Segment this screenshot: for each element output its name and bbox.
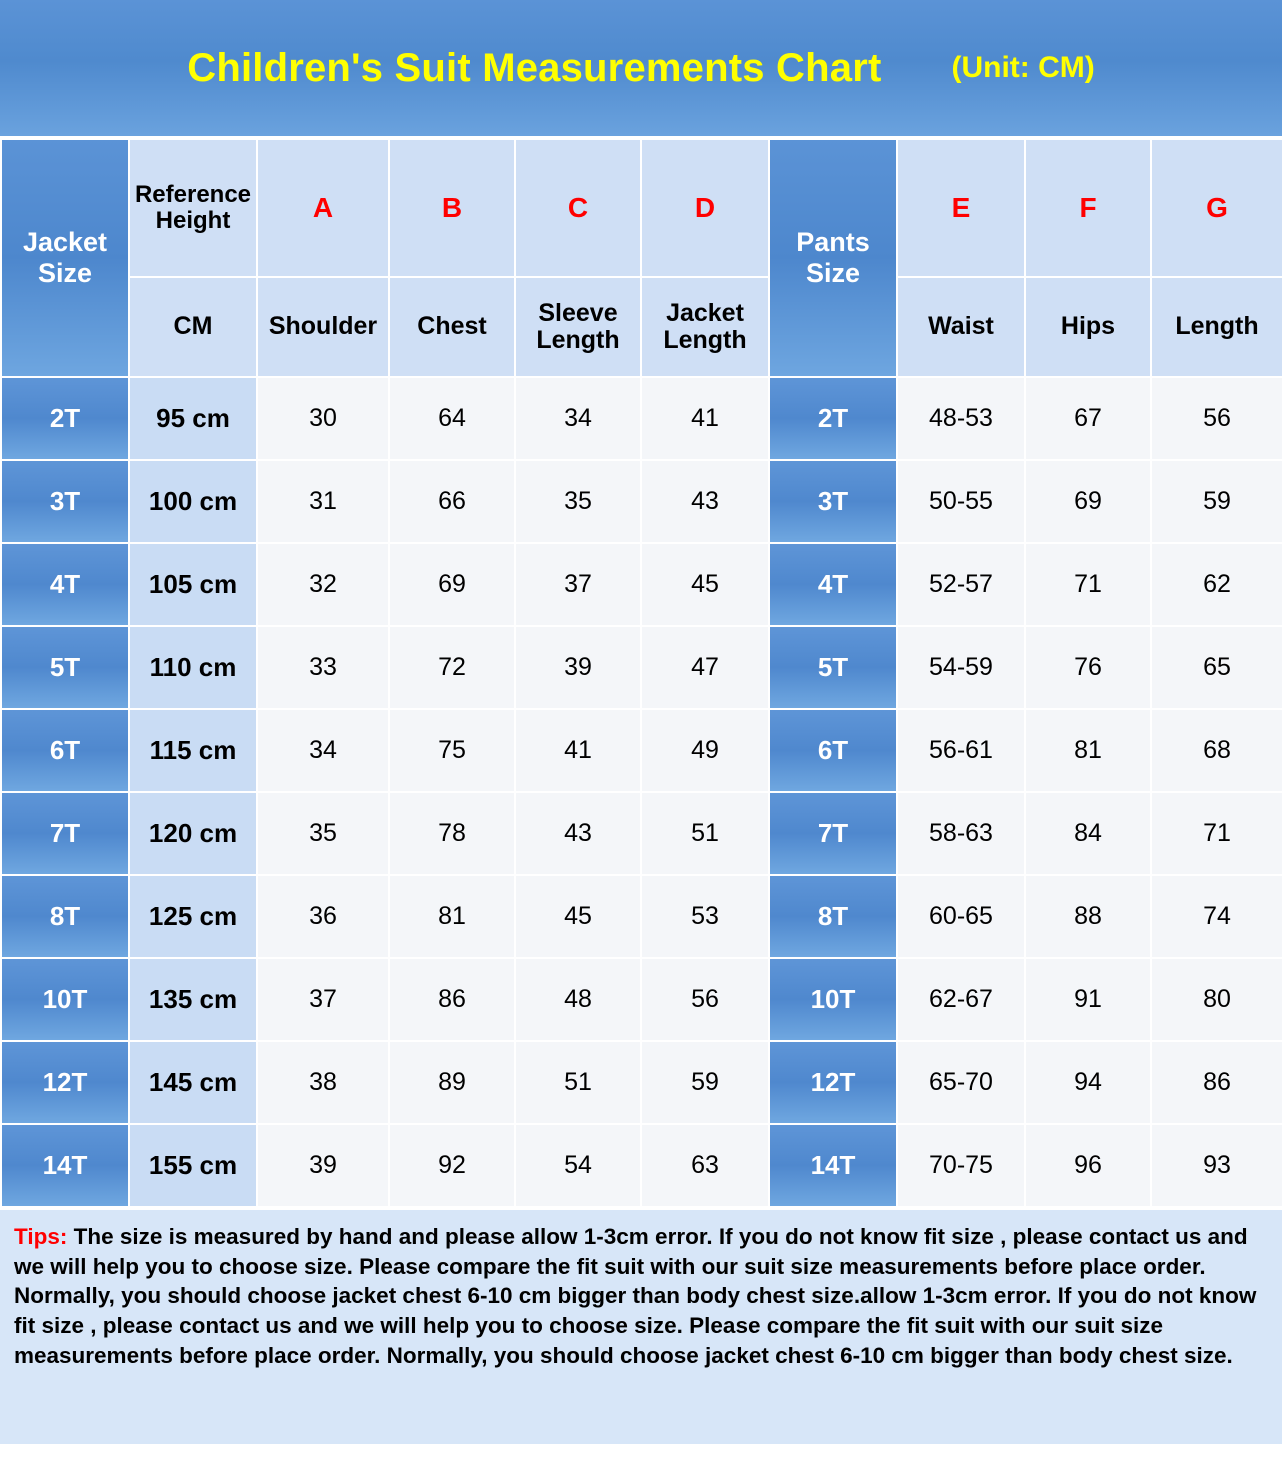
chart-title-band (0, 0, 1282, 138)
table-row (1, 543, 1282, 626)
cell-waist: 48-53 (897, 377, 1025, 460)
cell-jacket-length: 59 (641, 1041, 769, 1124)
cell-jacket-length: 51 (641, 792, 769, 875)
cell-chest: 81 (389, 875, 515, 958)
cell-jacket-size: 4T (1, 543, 129, 626)
cell-length: 71 (1151, 792, 1282, 875)
cell-hips: 81 (1025, 709, 1151, 792)
cell-jacket-size: 10T (1, 958, 129, 1041)
header-reference-height: Reference Height (129, 139, 257, 277)
header-letter-d: D (641, 139, 769, 277)
cell-jacket-length: 45 (641, 543, 769, 626)
unit-label: (Unit: CM) (951, 51, 1095, 84)
cell-hips: 67 (1025, 377, 1151, 460)
cell-length: 86 (1151, 1041, 1282, 1124)
cell-jacket-length: 56 (641, 958, 769, 1041)
table-row (1, 377, 1282, 460)
cell-chest: 72 (389, 626, 515, 709)
cell-chest: 86 (389, 958, 515, 1041)
table-body (1, 377, 1282, 1207)
cell-jacket-length: 43 (641, 460, 769, 543)
cell-reference-height: 120 cm (129, 792, 257, 875)
table-row (1, 460, 1282, 543)
cell-sleeve-length: 43 (515, 792, 641, 875)
cell-length: 65 (1151, 626, 1282, 709)
header-letter-a: A (257, 139, 389, 277)
cell-pants-size: 7T (769, 792, 897, 875)
cell-length: 80 (1151, 958, 1282, 1041)
cell-waist: 54-59 (897, 626, 1025, 709)
header-jacket-size: Jacket Size (1, 139, 129, 377)
cell-reference-height: 135 cm (129, 958, 257, 1041)
measurements-table (0, 138, 1282, 1208)
table-row (1, 709, 1282, 792)
cell-shoulder: 37 (257, 958, 389, 1041)
cell-reference-height: 155 cm (129, 1124, 257, 1207)
tips-section (0, 1208, 1282, 1444)
cell-chest: 78 (389, 792, 515, 875)
cell-pants-size: 10T (769, 958, 897, 1041)
cell-pants-size: 2T (769, 377, 897, 460)
cell-jacket-length: 63 (641, 1124, 769, 1207)
cell-pants-size: 6T (769, 709, 897, 792)
cell-jacket-size: 12T (1, 1041, 129, 1124)
header-shoulder: Shoulder (257, 277, 389, 377)
table-row (1, 1124, 1282, 1207)
cell-shoulder: 36 (257, 875, 389, 958)
header-sleeve-length: Sleeve Length (515, 277, 641, 377)
page-title: Children's Suit Measurements Chart (187, 45, 882, 90)
cell-length: 62 (1151, 543, 1282, 626)
cell-hips: 76 (1025, 626, 1151, 709)
cell-waist: 65-70 (897, 1041, 1025, 1124)
cell-hips: 94 (1025, 1041, 1151, 1124)
cell-waist: 60-65 (897, 875, 1025, 958)
cell-length: 59 (1151, 460, 1282, 543)
cell-chest: 92 (389, 1124, 515, 1207)
cell-chest: 66 (389, 460, 515, 543)
cell-reference-height: 95 cm (129, 377, 257, 460)
cell-reference-height: 105 cm (129, 543, 257, 626)
cell-shoulder: 34 (257, 709, 389, 792)
cell-pants-size: 12T (769, 1041, 897, 1124)
table-row (1, 875, 1282, 958)
header-letter-f: F (1025, 139, 1151, 277)
cell-waist: 50-55 (897, 460, 1025, 543)
cell-reference-height: 115 cm (129, 709, 257, 792)
cell-jacket-size: 2T (1, 377, 129, 460)
header-waist: Waist (897, 277, 1025, 377)
cell-sleeve-length: 35 (515, 460, 641, 543)
table-row (1, 1041, 1282, 1124)
cell-waist: 62-67 (897, 958, 1025, 1041)
cell-pants-size: 5T (769, 626, 897, 709)
cell-shoulder: 38 (257, 1041, 389, 1124)
header-pants-size: Pants Size (769, 139, 897, 377)
cell-sleeve-length: 39 (515, 626, 641, 709)
cell-jacket-length: 49 (641, 709, 769, 792)
cell-sleeve-length: 51 (515, 1041, 641, 1124)
header-length: Length (1151, 277, 1282, 377)
cell-pants-size: 14T (769, 1124, 897, 1207)
cell-hips: 91 (1025, 958, 1151, 1041)
cell-reference-height: 145 cm (129, 1041, 257, 1124)
cell-chest: 75 (389, 709, 515, 792)
cell-chest: 69 (389, 543, 515, 626)
header-chest: Chest (389, 277, 515, 377)
header-jacket-length: Jacket Length (641, 277, 769, 377)
header-letter-b: B (389, 139, 515, 277)
tips-label: Tips: (14, 1224, 68, 1249)
tips-text: The size is measured by hand and please allow 1-3cm error. If you do not know fit size , please contact us and we will help you to choose size. Please compare the fit suit with our suit size measurements before place order. Normally, you should choose jacket chest 6-10 cm bigger than body chest size.allow 1-3cm error. If you do not know fit size , please contact us and we will help you to choose size. Please compare the fit suit with our suit size measurements before place order. Normally, you should choose jacket chest 6-10 cm bigger than body chest size. (14, 1224, 1257, 1368)
cell-chest: 64 (389, 377, 515, 460)
cell-waist: 56-61 (897, 709, 1025, 792)
cell-reference-height: 125 cm (129, 875, 257, 958)
cell-jacket-length: 47 (641, 626, 769, 709)
cell-shoulder: 32 (257, 543, 389, 626)
cell-sleeve-length: 54 (515, 1124, 641, 1207)
cell-jacket-size: 8T (1, 875, 129, 958)
cell-reference-height: 110 cm (129, 626, 257, 709)
cell-pants-size: 8T (769, 875, 897, 958)
cell-sleeve-length: 48 (515, 958, 641, 1041)
cell-sleeve-length: 45 (515, 875, 641, 958)
cell-length: 74 (1151, 875, 1282, 958)
cell-length: 68 (1151, 709, 1282, 792)
cell-shoulder: 35 (257, 792, 389, 875)
cell-jacket-size: 3T (1, 460, 129, 543)
cell-hips: 84 (1025, 792, 1151, 875)
cell-sleeve-length: 34 (515, 377, 641, 460)
cell-jacket-length: 41 (641, 377, 769, 460)
cell-sleeve-length: 37 (515, 543, 641, 626)
cell-jacket-length: 53 (641, 875, 769, 958)
cell-length: 93 (1151, 1124, 1282, 1207)
cell-hips: 88 (1025, 875, 1151, 958)
cell-waist: 52-57 (897, 543, 1025, 626)
header-letter-c: C (515, 139, 641, 277)
cell-shoulder: 39 (257, 1124, 389, 1207)
table-row (1, 958, 1282, 1041)
cell-shoulder: 30 (257, 377, 389, 460)
cell-pants-size: 3T (769, 460, 897, 543)
cell-jacket-size: 7T (1, 792, 129, 875)
cell-jacket-size: 6T (1, 709, 129, 792)
cell-hips: 71 (1025, 543, 1151, 626)
cell-jacket-size: 5T (1, 626, 129, 709)
header-hips: Hips (1025, 277, 1151, 377)
cell-waist: 70-75 (897, 1124, 1025, 1207)
cell-jacket-size: 14T (1, 1124, 129, 1207)
cell-hips: 96 (1025, 1124, 1151, 1207)
cell-shoulder: 31 (257, 460, 389, 543)
cell-pants-size: 4T (769, 543, 897, 626)
table-header (1, 139, 1282, 377)
table-row (1, 792, 1282, 875)
header-reference-unit: CM (129, 277, 257, 377)
table-row (1, 626, 1282, 709)
cell-shoulder: 33 (257, 626, 389, 709)
cell-reference-height: 100 cm (129, 460, 257, 543)
cell-hips: 69 (1025, 460, 1151, 543)
header-letter-e: E (897, 139, 1025, 277)
header-letter-g: G (1151, 139, 1282, 277)
cell-sleeve-length: 41 (515, 709, 641, 792)
cell-waist: 58-63 (897, 792, 1025, 875)
cell-chest: 89 (389, 1041, 515, 1124)
cell-length: 56 (1151, 377, 1282, 460)
